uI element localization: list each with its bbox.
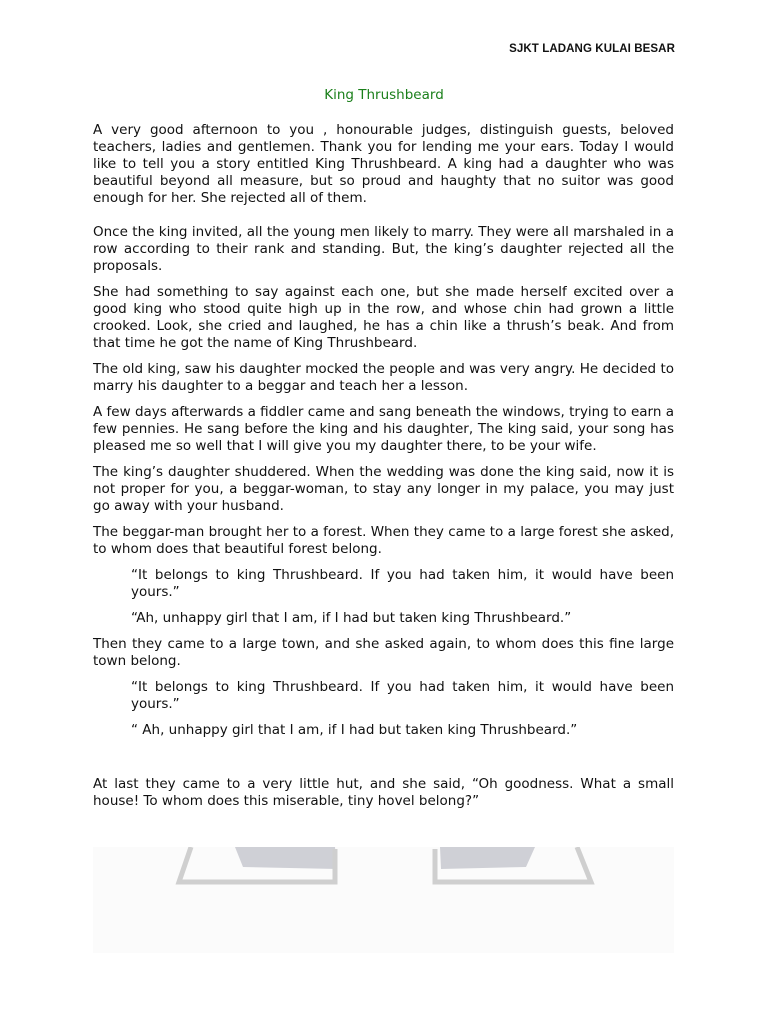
paragraph-old-king: The old king, saw his daughter mocked the people and was very angry. He decided to marry his daughter to a beggar and teach her a lesson. (93, 361, 674, 394)
paragraph-thrushbeard-name: She had something to say against each one, but she made herself excited over a good king who stood quite high up in the row, and whose chin had grown a little crooked. Look, she cried and laughed, he has a chin like a thrush’s beak. And from that time he got the name of King Thrushbeard. (93, 284, 674, 351)
quote-forest-answer: “It belongs to king Thrushbeard. If you had taken him, it would have been yours.” (131, 567, 674, 600)
story-body (93, 122, 674, 810)
quote-town-lament: “ Ah, unhappy girl that I am, if I had but taken king Thrushbeard.” (131, 722, 578, 738)
paragraph-town: Then they came to a large town, and she asked again, to whom does this fine large town belong. (93, 636, 674, 669)
partial-illustration (93, 847, 674, 953)
paragraph-intro: A very good afternoon to you , honourable judges, distinguish guests, beloved teachers, ladies and gentlemen. Thank you for lending me your ears. Today I would like to tell you a story entitled King Thrushbeard. A king had a daughter who was beautiful beyond all measure, but so proud and haughty that no suitor was good enough for her. She rejected all of them. (93, 122, 674, 206)
illustration-graphic (93, 847, 674, 953)
paragraph-invitation: Once the king invited, all the young men likely to marry. They were all marshaled in a row according to their rank and standing. But, the king’s daughter rejected all the proposals. (93, 224, 674, 274)
paragraph-hut: At last they came to a very little hut, and she said, “Oh goodness. What a small house! To whom does this miserable, tiny hovel belong?” (93, 776, 674, 809)
paragraph-forest: The beggar-man brought her to a forest. When they came to a large forest she asked, to whom does that beautiful forest belong. (93, 524, 674, 557)
paragraph-fiddler: A few days afterwards a fiddler came and sang beneath the windows, trying to earn a few pennies. He sang before the king and his daughter, The king said, your song has pleased me so well that I will give you my daughter there, to be your wife. (93, 404, 674, 454)
school-name-header: SJKT LADANG KULAI BESAR (509, 43, 675, 55)
paragraph-wedding: The king’s daughter shuddered. When the wedding was done the king said, now it is not proper for you, a beggar-woman, to stay any longer in my palace, you may just go away with your husband. (93, 464, 674, 514)
story-title: King Thrushbeard (324, 87, 444, 103)
quote-forest-lament: “Ah, unhappy girl that I am, if I had but taken king Thrushbeard.” (131, 610, 572, 626)
quote-town-answer: “It belongs to king Thrushbeard. If you had taken him, it would have been yours.” (131, 679, 674, 712)
